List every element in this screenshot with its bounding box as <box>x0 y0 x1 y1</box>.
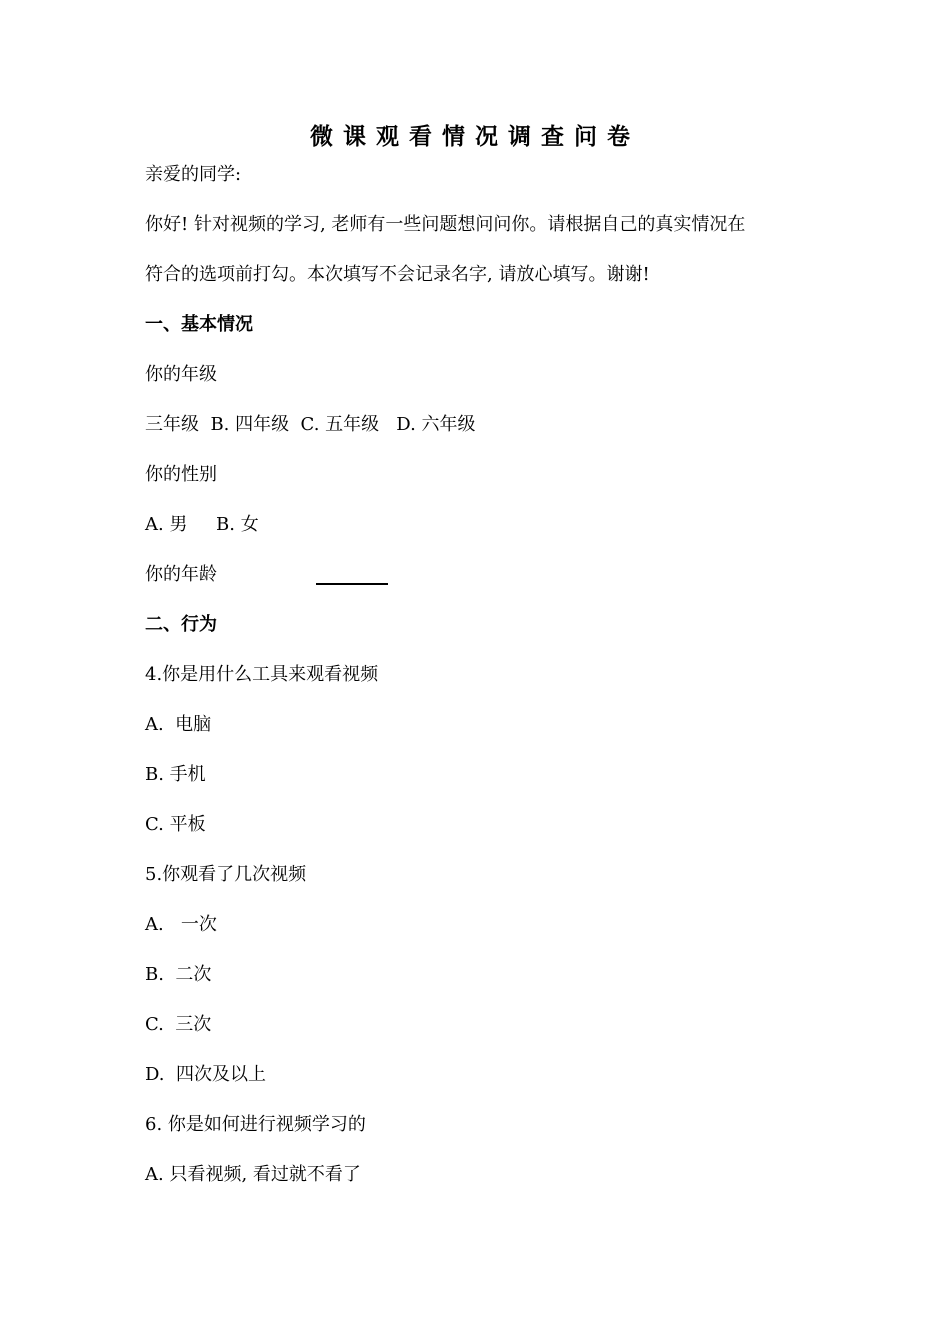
question-4: 4.你是用什么工具来观看视频 <box>145 664 379 685</box>
question-6: 6. 你是如何进行视频学习的 <box>145 1114 366 1135</box>
greeting: 亲爱的同学: <box>145 164 242 185</box>
q5-option-c: C. 三次 <box>145 1014 212 1035</box>
q6-option-a: A. 只看视频, 看过就不看了 <box>145 1164 361 1185</box>
question-grade: 你的年级 <box>145 364 217 385</box>
q5-option-a: A. 一次 <box>145 914 217 935</box>
q4-option-b: B. 手机 <box>145 764 206 785</box>
q5-option-b: B. 二次 <box>145 964 212 985</box>
q4-option-a: A. 电脑 <box>145 714 212 735</box>
section-heading-basic: 一、基本情况 <box>145 314 253 335</box>
question-age: 你的年龄 <box>145 564 217 585</box>
q5-option-d: D. 四次及以上 <box>145 1064 266 1085</box>
question-gender: 你的性别 <box>145 464 217 485</box>
gender-options: A. 男 B. 女 <box>145 514 259 535</box>
intro-line-1: 你好! 针对视频的学习, 老师有一些问题想问问你。请根据自己的真实情况在 <box>145 214 746 235</box>
section-heading-behavior: 二、行为 <box>145 614 217 635</box>
age-blank-line[interactable] <box>316 583 388 585</box>
q4-option-c: C. 平板 <box>145 814 206 835</box>
question-5: 5.你观看了几次视频 <box>145 864 307 885</box>
grade-options: 三年级 B. 四年级 C. 五年级 D. 六年级 <box>145 414 476 435</box>
intro-line-2: 符合的选项前打勾。本次填写不会记录名字, 请放心填写。谢谢! <box>145 264 650 285</box>
page-title: 微课观看情况调查问卷 <box>310 124 640 150</box>
